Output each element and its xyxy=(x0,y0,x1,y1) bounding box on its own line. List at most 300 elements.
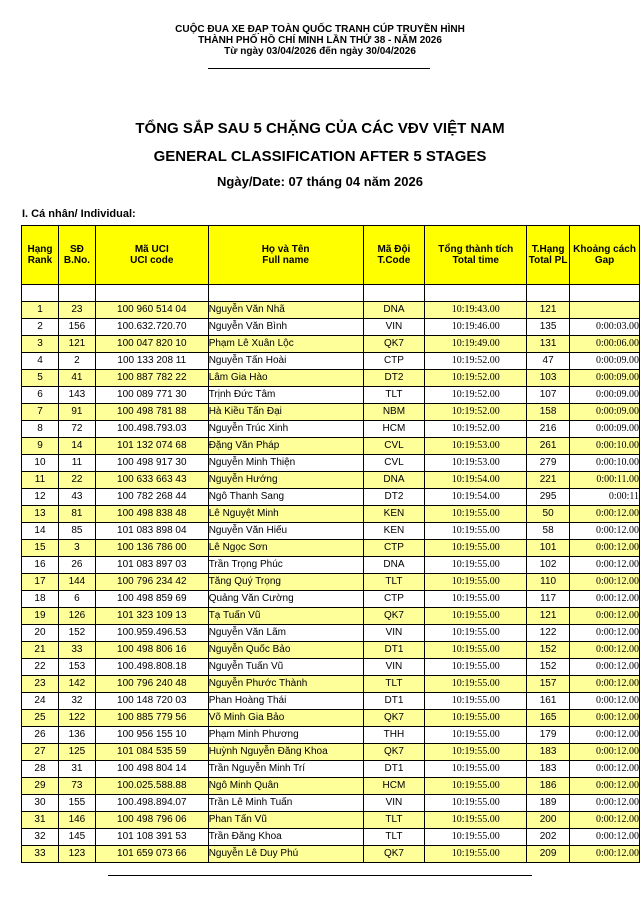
team-code-cell: DT1 xyxy=(363,642,425,659)
gap-cell: 0:00:03.00 xyxy=(570,319,640,336)
bib-cell: 85 xyxy=(58,523,95,540)
rank-cell: 16 xyxy=(22,557,59,574)
gap-cell: 0:00:12.00 xyxy=(570,608,640,625)
rider-name-cell: Trần Nguyễn Minh Trí xyxy=(208,761,363,778)
bib-cell: 142 xyxy=(58,676,95,693)
team-code-cell: CTP xyxy=(363,540,425,557)
uci-code-cell: 100 498 838 48 xyxy=(95,506,208,523)
total-time-cell: 10:19:52.00 xyxy=(425,353,527,370)
uci-code-cell: 100.498.894.07 xyxy=(95,795,208,812)
rider-name-cell: Ngô Minh Quân xyxy=(208,778,363,795)
total-time-cell: 10:19:55.00 xyxy=(425,812,527,829)
total-pl-cell: 101 xyxy=(527,540,570,557)
total-pl-cell: 107 xyxy=(527,387,570,404)
race-edition: THÀNH PHỐ HỒ CHÍ MINH LẦN THỨ 38 - NĂM 2026 xyxy=(198,35,442,46)
bib-cell: 2 xyxy=(58,353,95,370)
uci-code-cell: 100 498 859 69 xyxy=(95,591,208,608)
total-pl-cell: 157 xyxy=(527,676,570,693)
classification-table xyxy=(21,225,640,863)
total-pl-cell: 47 xyxy=(527,353,570,370)
bib-cell: 146 xyxy=(58,812,95,829)
total-time-cell: 10:19:49.00 xyxy=(425,336,527,353)
col-time-header: Tổng thành tích Total time xyxy=(425,226,527,285)
team-code-cell: DT2 xyxy=(363,370,425,387)
table-row xyxy=(22,744,640,761)
rank-cell: 7 xyxy=(22,404,59,421)
total-time-cell: 10:19:55.00 xyxy=(425,676,527,693)
rank-cell: 29 xyxy=(22,778,59,795)
rank-cell: 17 xyxy=(22,574,59,591)
rider-name-cell: Hà Kiều Tấn Đại xyxy=(208,404,363,421)
rank-cell: 6 xyxy=(22,387,59,404)
gap-cell: 0:00:12.00 xyxy=(570,523,640,540)
uci-code-cell: 100 885 779 56 xyxy=(95,710,208,727)
total-time-cell: 10:19:55.00 xyxy=(425,846,527,863)
gap-cell: 0:00:12.00 xyxy=(570,557,640,574)
gap-cell: 0:00:12.00 xyxy=(570,744,640,761)
total-pl-cell: 131 xyxy=(527,336,570,353)
bib-cell: 144 xyxy=(58,574,95,591)
gap-cell: 0:00:12.00 xyxy=(570,795,640,812)
total-pl-cell: 186 xyxy=(527,778,570,795)
bib-cell: 122 xyxy=(58,710,95,727)
uci-code-cell: 100.632.720.70 xyxy=(95,319,208,336)
gap-cell: 0:00:12.00 xyxy=(570,761,640,778)
uci-code-cell: 101 659 073 66 xyxy=(95,846,208,863)
bib-cell: 22 xyxy=(58,472,95,489)
total-pl-cell: 50 xyxy=(527,506,570,523)
rider-name-cell: Phan Hoàng Thái xyxy=(208,693,363,710)
team-code-cell: QK7 xyxy=(363,608,425,625)
bib-cell: 73 xyxy=(58,778,95,795)
bib-cell: 123 xyxy=(58,846,95,863)
total-time-cell: 10:19:52.00 xyxy=(425,387,527,404)
total-pl-cell: 135 xyxy=(527,319,570,336)
rider-name-cell: Ngô Thanh Sang xyxy=(208,489,363,506)
bib-cell: 41 xyxy=(58,370,95,387)
uci-code-cell: 100 796 240 48 xyxy=(95,676,208,693)
total-time-cell: 10:19:55.00 xyxy=(425,591,527,608)
col-bib-header: SĐ B.No. xyxy=(58,226,95,285)
total-time-cell: 10:19:55.00 xyxy=(425,710,527,727)
bib-cell: 32 xyxy=(58,693,95,710)
uci-code-cell: 100 089 771 30 xyxy=(95,387,208,404)
total-pl-cell: 209 xyxy=(527,846,570,863)
table-row xyxy=(22,472,640,489)
total-time-cell: 10:19:53.00 xyxy=(425,455,527,472)
rank-cell: 2 xyxy=(22,319,59,336)
gap-cell: 0:00:09.00 xyxy=(570,353,640,370)
total-time-cell: 10:19:55.00 xyxy=(425,795,527,812)
page-date: Ngày/Date: 07 tháng 04 năm 2026 xyxy=(217,174,423,189)
team-code-cell: QK7 xyxy=(363,846,425,863)
uci-code-cell: 100 498 796 06 xyxy=(95,812,208,829)
total-time-cell: 10:19:55.00 xyxy=(425,608,527,625)
total-pl-cell: 158 xyxy=(527,404,570,421)
table-row xyxy=(22,710,640,727)
gap-cell: 0:00:10.00 xyxy=(570,455,640,472)
rider-name-cell: Nguyễn Văn Bình xyxy=(208,319,363,336)
uci-code-cell: 100 136 786 00 xyxy=(95,540,208,557)
bib-cell: 155 xyxy=(58,795,95,812)
table-header-row xyxy=(22,226,640,285)
table-row xyxy=(22,438,640,455)
bib-cell: 126 xyxy=(58,608,95,625)
rank-cell: 14 xyxy=(22,523,59,540)
gap-cell: 0:00:11 xyxy=(570,489,640,506)
gap-cell: 0:00:12.00 xyxy=(570,591,640,608)
rider-name-cell: Nguyễn Trúc Xinh xyxy=(208,421,363,438)
table-row xyxy=(22,846,640,863)
uci-code-cell: 100 796 234 42 xyxy=(95,574,208,591)
table-row xyxy=(22,353,640,370)
page-title-vn: TỔNG SẮP SAU 5 CHẶNG CỦA CÁC VĐV VIỆT NAM xyxy=(135,120,505,137)
total-time-cell: 10:19:55.00 xyxy=(425,778,527,795)
rank-cell: 5 xyxy=(22,370,59,387)
rider-name-cell: Trần Trọng Phúc xyxy=(208,557,363,574)
rider-name-cell: Nguyễn Minh Thiện xyxy=(208,455,363,472)
table-row xyxy=(22,370,640,387)
rider-name-cell: Tạ Tuấn Vũ xyxy=(208,608,363,625)
uci-code-cell: 100 633 663 43 xyxy=(95,472,208,489)
table-row xyxy=(22,608,640,625)
total-time-cell: 10:19:55.00 xyxy=(425,523,527,540)
rider-name-cell: Quảng Văn Cường xyxy=(208,591,363,608)
team-code-cell: NBM xyxy=(363,404,425,421)
gap-cell: 0:00:12.00 xyxy=(570,829,640,846)
bib-cell: 26 xyxy=(58,557,95,574)
total-pl-cell: 189 xyxy=(527,795,570,812)
total-pl-cell: 279 xyxy=(527,455,570,472)
table-row xyxy=(22,404,640,421)
uci-code-cell: 101 083 898 04 xyxy=(95,523,208,540)
team-code-cell: KEN xyxy=(363,506,425,523)
total-time-cell: 10:19:55.00 xyxy=(425,659,527,676)
uci-code-cell: 100 133 208 11 xyxy=(95,353,208,370)
table-row xyxy=(22,302,640,319)
table-row xyxy=(22,523,640,540)
total-pl-cell: 117 xyxy=(527,591,570,608)
team-code-cell: KEN xyxy=(363,523,425,540)
total-time-cell: 10:19:54.00 xyxy=(425,472,527,489)
gap-cell: 0:00:12.00 xyxy=(570,710,640,727)
total-pl-cell: 261 xyxy=(527,438,570,455)
rider-name-cell: Phan Tấn Vũ xyxy=(208,812,363,829)
rank-cell: 13 xyxy=(22,506,59,523)
table-row xyxy=(22,693,640,710)
uci-code-cell: 101 084 535 59 xyxy=(95,744,208,761)
bib-cell: 153 xyxy=(58,659,95,676)
rider-name-cell: Nguyễn Quốc Bảo xyxy=(208,642,363,659)
rider-name-cell: Tăng Quý Trọng xyxy=(208,574,363,591)
table-row xyxy=(22,625,640,642)
table-row xyxy=(22,557,640,574)
total-time-cell: 10:19:55.00 xyxy=(425,829,527,846)
bib-cell: 125 xyxy=(58,744,95,761)
table-row xyxy=(22,676,640,693)
rank-cell: 30 xyxy=(22,795,59,812)
rank-cell: 22 xyxy=(22,659,59,676)
rank-cell: 23 xyxy=(22,676,59,693)
table-row xyxy=(22,778,640,795)
uci-code-cell: 100 956 155 10 xyxy=(95,727,208,744)
rank-cell: 24 xyxy=(22,693,59,710)
rider-name-cell: Nguyễn Lê Duy Phú xyxy=(208,846,363,863)
team-code-cell: DT1 xyxy=(363,693,425,710)
table-row xyxy=(22,574,640,591)
rank-cell: 26 xyxy=(22,727,59,744)
team-code-cell: QK7 xyxy=(363,710,425,727)
col-uci-header: Mã UCI UCI code xyxy=(95,226,208,285)
uci-code-cell: 100 782 268 44 xyxy=(95,489,208,506)
bib-cell: 152 xyxy=(58,625,95,642)
total-time-cell: 10:19:55.00 xyxy=(425,625,527,642)
bib-cell: 81 xyxy=(58,506,95,523)
uci-code-cell: 100 498 917 30 xyxy=(95,455,208,472)
rider-name-cell: Nguyễn Hướng xyxy=(208,472,363,489)
team-code-cell: QK7 xyxy=(363,744,425,761)
gap-cell: 0:00:12.00 xyxy=(570,574,640,591)
uci-code-cell: 101 083 897 03 xyxy=(95,557,208,574)
bib-cell: 6 xyxy=(58,591,95,608)
uci-code-cell: 100 498 781 88 xyxy=(95,404,208,421)
total-pl-cell: 121 xyxy=(527,608,570,625)
team-code-cell: THH xyxy=(363,727,425,744)
table-row xyxy=(22,642,640,659)
rider-name-cell: Lâm Gia Hào xyxy=(208,370,363,387)
team-code-cell: CVL xyxy=(363,455,425,472)
table-row xyxy=(22,421,640,438)
footer-divider xyxy=(108,875,532,876)
uci-code-cell: 100.959.496.53 xyxy=(95,625,208,642)
team-code-cell: DNA xyxy=(363,302,425,319)
rank-cell: 15 xyxy=(22,540,59,557)
bib-cell: 43 xyxy=(58,489,95,506)
rider-name-cell: Phạm Minh Phương xyxy=(208,727,363,744)
table-row xyxy=(22,319,640,336)
gap-cell: 0:00:12.00 xyxy=(570,540,640,557)
gap-cell: 0:00:12.00 xyxy=(570,727,640,744)
table-row xyxy=(22,540,640,557)
total-pl-cell: 152 xyxy=(527,659,570,676)
gap-cell: 0:00:12.00 xyxy=(570,659,640,676)
rank-cell: 31 xyxy=(22,812,59,829)
rank-cell: 10 xyxy=(22,455,59,472)
rider-name-cell: Huỳnh Nguyễn Đăng Khoa xyxy=(208,744,363,761)
uci-code-cell: 100 148 720 03 xyxy=(95,693,208,710)
team-code-cell: DNA xyxy=(363,472,425,489)
rider-name-cell: Nguyễn Tấn Hoài xyxy=(208,353,363,370)
total-pl-cell: 216 xyxy=(527,421,570,438)
team-code-cell: TLT xyxy=(363,829,425,846)
total-pl-cell: 103 xyxy=(527,370,570,387)
uci-code-cell: 100 887 782 22 xyxy=(95,370,208,387)
total-pl-cell: 102 xyxy=(527,557,570,574)
rank-cell: 20 xyxy=(22,625,59,642)
uci-code-cell: 100 960 514 04 xyxy=(95,302,208,319)
total-pl-cell: 221 xyxy=(527,472,570,489)
rank-cell: 11 xyxy=(22,472,59,489)
page-title-en: GENERAL CLASSIFICATION AFTER 5 STAGES xyxy=(153,148,487,165)
gap-cell: 0:00:12.00 xyxy=(570,642,640,659)
rider-name-cell: Đặng Văn Pháp xyxy=(208,438,363,455)
bib-cell: 91 xyxy=(58,404,95,421)
total-pl-cell: 295 xyxy=(527,489,570,506)
rank-cell: 8 xyxy=(22,421,59,438)
gap-cell: 0:00:12.00 xyxy=(570,846,640,863)
team-code-cell: CTP xyxy=(363,591,425,608)
table-row xyxy=(22,727,640,744)
gap-cell: 0:00:12.00 xyxy=(570,693,640,710)
rank-cell: 33 xyxy=(22,846,59,863)
bib-cell: 11 xyxy=(58,455,95,472)
bib-cell: 121 xyxy=(58,336,95,353)
uci-code-cell: 101 323 109 13 xyxy=(95,608,208,625)
total-pl-cell: 58 xyxy=(527,523,570,540)
rank-cell: 28 xyxy=(22,761,59,778)
rider-name-cell: Lê Nguyệt Minh xyxy=(208,506,363,523)
rider-name-cell: Trần Lê Minh Tuấn xyxy=(208,795,363,812)
bib-cell: 156 xyxy=(58,319,95,336)
col-rank-header: Hạng Rank xyxy=(22,226,59,285)
race-dates: Từ ngày 03/04/2026 đến ngày 30/04/2026 xyxy=(224,46,416,57)
total-time-cell: 10:19:55.00 xyxy=(425,642,527,659)
rank-cell: 32 xyxy=(22,829,59,846)
gap-cell: 0:00:09.00 xyxy=(570,421,640,438)
table-row xyxy=(22,659,640,676)
table-row xyxy=(22,812,640,829)
table-row xyxy=(22,761,640,778)
rank-cell: 9 xyxy=(22,438,59,455)
rider-name-cell: Nguyễn Văn Nhã xyxy=(208,302,363,319)
rank-cell: 25 xyxy=(22,710,59,727)
uci-code-cell: 100 047 820 10 xyxy=(95,336,208,353)
total-time-cell: 10:19:55.00 xyxy=(425,761,527,778)
table-row xyxy=(22,829,640,846)
table-row xyxy=(22,591,640,608)
uci-code-cell: 100.498.793.03 xyxy=(95,421,208,438)
rider-name-cell: Phạm Lê Xuân Lộc xyxy=(208,336,363,353)
gap-cell: 0:00:09.00 xyxy=(570,387,640,404)
col-name-header: Họ và Tên Full name xyxy=(208,226,363,285)
total-time-cell: 10:19:55.00 xyxy=(425,744,527,761)
total-time-cell: 10:19:52.00 xyxy=(425,421,527,438)
team-code-cell: VIN xyxy=(363,625,425,642)
rider-name-cell: Trần Đăng Khoa xyxy=(208,829,363,846)
team-code-cell: HCM xyxy=(363,778,425,795)
team-code-cell: QK7 xyxy=(363,336,425,353)
gap-cell: 0:00:10.00 xyxy=(570,438,640,455)
rank-cell: 19 xyxy=(22,608,59,625)
race-name: CUỘC ĐUA XE ĐẠP TOÀN QUỐC TRANH CÚP TRUYỀN HÌNH xyxy=(175,24,465,35)
total-pl-cell: 202 xyxy=(527,829,570,846)
total-time-cell: 10:19:55.00 xyxy=(425,727,527,744)
bib-cell: 145 xyxy=(58,829,95,846)
team-code-cell: VIN xyxy=(363,319,425,336)
team-code-cell: VIN xyxy=(363,659,425,676)
bib-cell: 136 xyxy=(58,727,95,744)
rank-cell: 3 xyxy=(22,336,59,353)
total-pl-cell: 110 xyxy=(527,574,570,591)
rank-cell: 1 xyxy=(22,302,59,319)
team-code-cell: TLT xyxy=(363,676,425,693)
uci-code-cell: 100 498 804 14 xyxy=(95,761,208,778)
uci-code-cell: 101 108 391 53 xyxy=(95,829,208,846)
gap-cell: 0:00:12.00 xyxy=(570,506,640,523)
rank-cell: 21 xyxy=(22,642,59,659)
gap-cell: 0:00:06.00 xyxy=(570,336,640,353)
rank-cell: 4 xyxy=(22,353,59,370)
header-spacer xyxy=(22,285,640,302)
uci-code-cell: 101 132 074 68 xyxy=(95,438,208,455)
bib-cell: 23 xyxy=(58,302,95,319)
rank-cell: 27 xyxy=(22,744,59,761)
rider-name-cell: Lê Ngọc Sơn xyxy=(208,540,363,557)
total-time-cell: 10:19:53.00 xyxy=(425,438,527,455)
total-pl-cell: 121 xyxy=(527,302,570,319)
team-code-cell: TLT xyxy=(363,574,425,591)
table-row xyxy=(22,489,640,506)
table-row xyxy=(22,336,640,353)
team-code-cell: HCM xyxy=(363,421,425,438)
total-time-cell: 10:19:55.00 xyxy=(425,693,527,710)
gap-cell: 0:00:09.00 xyxy=(570,370,640,387)
rider-name-cell: Nguyễn Tuấn Vũ xyxy=(208,659,363,676)
total-pl-cell: 165 xyxy=(527,710,570,727)
team-code-cell: DT2 xyxy=(363,489,425,506)
total-time-cell: 10:19:43.00 xyxy=(425,302,527,319)
team-code-cell: DNA xyxy=(363,557,425,574)
total-pl-cell: 179 xyxy=(527,727,570,744)
team-code-cell: TLT xyxy=(363,812,425,829)
bib-cell: 33 xyxy=(58,642,95,659)
header-divider xyxy=(208,68,430,69)
uci-code-cell: 100 498 806 16 xyxy=(95,642,208,659)
gap-cell: 0:00:09.00 xyxy=(570,404,640,421)
total-pl-cell: 152 xyxy=(527,642,570,659)
total-time-cell: 10:19:52.00 xyxy=(425,370,527,387)
table-row xyxy=(22,506,640,523)
total-time-cell: 10:19:55.00 xyxy=(425,506,527,523)
gap-cell: 0:00:12.00 xyxy=(570,812,640,829)
uci-code-cell: 100.498.808.18 xyxy=(95,659,208,676)
total-time-cell: 10:19:55.00 xyxy=(425,540,527,557)
gap-cell: 0:00:12.00 xyxy=(570,625,640,642)
total-pl-cell: 122 xyxy=(527,625,570,642)
team-code-cell: CVL xyxy=(363,438,425,455)
col-team-header: Mã Đội T.Code xyxy=(363,226,425,285)
bib-cell: 72 xyxy=(58,421,95,438)
bib-cell: 143 xyxy=(58,387,95,404)
team-code-cell: TLT xyxy=(363,387,425,404)
col-pl-header: T.Hạng Total PL xyxy=(527,226,570,285)
gap-cell: 0:00:12.00 xyxy=(570,778,640,795)
col-gap-header: Khoảng cách Gap xyxy=(570,226,640,285)
uci-code-cell: 100.025.588.88 xyxy=(95,778,208,795)
team-code-cell: DT1 xyxy=(363,761,425,778)
total-time-cell: 10:19:55.00 xyxy=(425,574,527,591)
bib-cell: 3 xyxy=(58,540,95,557)
bib-cell: 31 xyxy=(58,761,95,778)
table-row xyxy=(22,795,640,812)
rider-name-cell: Trịnh Đức Tâm xyxy=(208,387,363,404)
table-row xyxy=(22,455,640,472)
total-pl-cell: 183 xyxy=(527,744,570,761)
team-code-cell: CTP xyxy=(363,353,425,370)
total-pl-cell: 161 xyxy=(527,693,570,710)
gap-cell xyxy=(570,302,640,319)
rank-cell: 18 xyxy=(22,591,59,608)
